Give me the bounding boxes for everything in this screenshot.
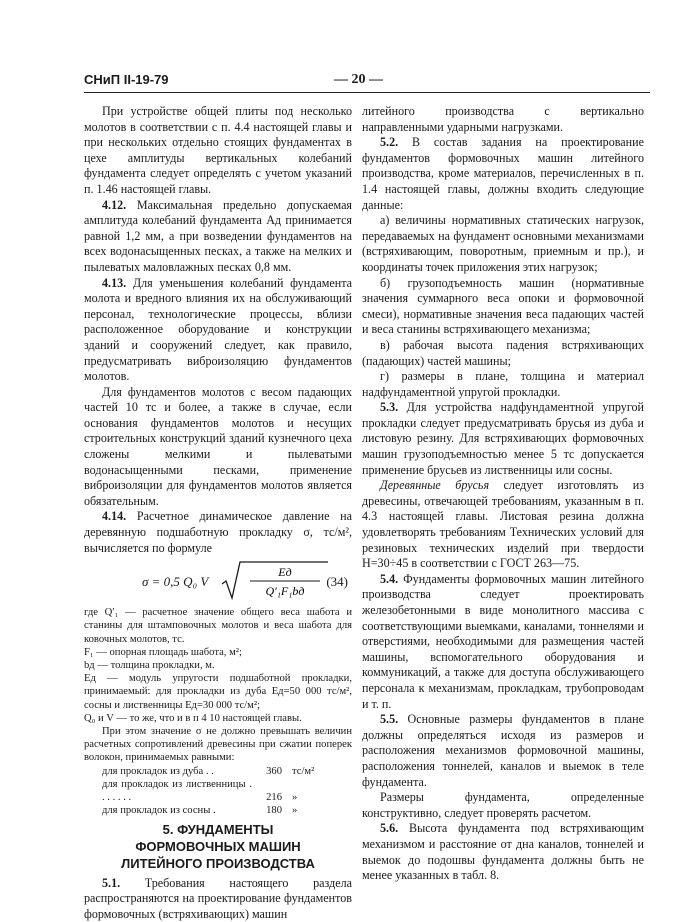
definition-f1: F₁ — опорная площадь шабота, м²; — [84, 646, 242, 658]
clause-4-14 — [84, 509, 352, 556]
list-item-a: а) величины нормативных статических нагрузок, передаваемых на фундамент основными механизмами (встряхивающим, поворотным, приемным и пр.), и координаты точек приложения этих нагрузок; — [362, 213, 644, 274]
clause-text: Расчетное динамическое давление на деревянную подшаботную прокладку σ, тс/м², вычисляется по формуле — [84, 509, 352, 555]
clause-text: В состав задания на проектирование фундаментов формовочных машин литейного производства, кроме материалов, перечисленных в п. 1.4 настоящей главы, должны входить следующие данные: — [362, 135, 644, 212]
clause-text: Основные размеры фундаментов в плане должны определяться исходя из размеров и расположения механизмов формовочной машины, расположения тоннелей, каналов и выемок в теле фундамента. — [362, 712, 645, 789]
formula-denominator: Q′₁F₁bд — [265, 584, 305, 599]
clause-text: Высота фундамента под встряхивающим механизмом и расстояние от дна каналов, тоннелей и выемок до подошвы фундамента должны быть не менее указанных в табл. 8. — [362, 821, 644, 883]
clause-text: Для устройства надфундаментной упругой прокладки следует предусматривать брусья из дуба и листовую резину. Для встряхивающих формовочных машин грузоподъемностью менее 5 тс допускается применение брусьев из лиственницы или сосны. — [362, 400, 644, 477]
clause-number: 5.6. — [380, 821, 399, 836]
row-label: для прокладок из лиственницы . . . . . . . — [102, 778, 252, 803]
paragraph-slab: При устройстве общей плиты под несколько молотов в соответствии с п. 4.4 настоящей главы и при нескольких отдельно стоящих фундаментах в цехе амплитуды вертикальных колебаний фундамента следует определять с учетом указаний п. 1.46 настоящей главы. — [84, 104, 352, 196]
list-item-g: г) размеры в плане, толщина и материал надфундаментной упругой прокладки. — [362, 369, 644, 399]
row-value: 216 — [266, 791, 282, 803]
section-title-line: ЛИТЕЙНОГО ПРОИЗВОДСТВА — [121, 855, 315, 871]
table-row — [102, 778, 318, 804]
clause-5-3 — [362, 400, 644, 478]
clause-number: 5.4. — [380, 571, 399, 586]
emphasis-wood-beams: Деревянные брусья — [380, 478, 490, 493]
page-number: — 20 — — [334, 72, 383, 87]
radical-sign — [220, 560, 330, 602]
clause-text: Для уменьшения колебаний фундамента молота и вредного влияния их на обслуживающий персонал, технологические процессы, вблизи расположенное оборудование и конструкции зданий и сооружений следует, как правило, предусматривать виброизоляцию фундаментов молотов. — [84, 275, 353, 384]
paragraph-text: следует изготовлять из древесины, отвечающей требованиям, указанным в п. 4.3 настоящей главы. Листовая резина должна удовлетворять требованиям Технических условий для резиновых технических изделий при твердости H=30÷45 в соответствии с ГОСТ 263—75. — [362, 478, 644, 571]
definition-ed: Eд — модуль упругости подшаботной прокладки, принимаемый: для прокладки из дуба Eд=50 000 тс/м², сосны и лиственницы Eд=30 000 тс/м²; — [84, 673, 352, 711]
section-title — [84, 821, 352, 872]
table-row — [102, 804, 318, 817]
section-title-line: 5. ФУНДАМЕНТЫ — [162, 821, 274, 837]
row-unit: » — [292, 804, 298, 816]
clause-5-1-continued: литейного производства с вертикально направленными ударными нагрузками. — [362, 104, 644, 134]
paragraph-vibroisolation: Для фундаментов молотов с весом падающих частей 10 тс и более, а также в случае, если основания фундаментов молотов и несущих строительных конструкций зданий кузнечного цеха сложены мелкими и пылеватыми водонасыщенными песками, применение виброизоляции для фундаментов молотов является обязательным. — [84, 384, 352, 508]
clause-5-5 — [362, 712, 644, 790]
clause-number: 5.1. — [102, 875, 121, 890]
paragraph-sizes: Размеры фундамента, определенные конструктивно, следует проверять расчетом. — [362, 790, 644, 820]
document-code: СНиП II-19-79 — [84, 72, 169, 87]
row-label: для прокладок из сосны . — [102, 804, 216, 816]
row-value: 360 — [266, 765, 282, 777]
clause-number: 5.5. — [380, 712, 399, 727]
formula-34 — [84, 560, 352, 602]
formula-numerator: Eд — [278, 565, 292, 580]
left-column — [84, 104, 352, 922]
row-unit: » — [292, 791, 298, 803]
page-header — [84, 72, 650, 94]
section-title-line: ФОРМОВОЧНЫХ МАШИН — [135, 838, 301, 854]
clause-number: 4.12. — [102, 197, 127, 212]
clause-text: Фундаменты формовочных машин литейного производства следует проектировать железобетонными в виде монолитного массива с соответствующими выемками, каналами, тоннелями и отверстиями, необходимыми для размещения частей машины, вспомогательного оборудования и коммуникаций, а также для доступа обслуживающего персонала к механизмам, прокладкам, трубопроводам и т. п. — [362, 571, 645, 711]
note-resistance: При этом значение σ не должно превышать величин расчетных сопротивлений древесины при сжатии поперек волокон, принимаемых равными: — [84, 726, 352, 764]
clause-5-6 — [362, 821, 644, 883]
clause-4-13 — [84, 276, 352, 385]
clause-5-4 — [362, 572, 644, 712]
list-item-v: в) рабочая высота падения встряхивающих (падающих) частей машины; — [362, 337, 644, 368]
row-value: 180 — [266, 804, 282, 816]
clause-text: Требования настоящего раздела распространяются на проектирование фундаментов формовочных (встряхивающих) машин — [84, 875, 352, 921]
row-label: для прокладок из дуба . . — [102, 765, 214, 777]
formula-number: (34) — [326, 574, 348, 590]
symbol-definitions — [84, 606, 352, 764]
clause-number: 4.13. — [102, 275, 127, 290]
definition-q0-v: Q₀ и V — то же, что и в п 4 10 настоящей главы. — [84, 712, 302, 724]
clause-5-1 — [84, 876, 352, 922]
formula-lhs: σ = 0,5 Q₀ V — [142, 574, 209, 590]
paragraph-wood-beams — [362, 478, 644, 572]
list-item-b: б) грузоподъемность машин (нормативные значения суммарного веса опоки и формовочной смеси), нормативные значения веса падающих частей и веса станины встряхивающего механизма; — [362, 275, 644, 337]
header-rule — [84, 92, 650, 93]
clause-text: Максимальная предельно допускаемая амплитуда колебаний фундамента Aд принимается равной 1,2 мм, а при возведении фундаментов на всех водонасыщенных песках, а также на мелких и пылеватых маловлажных песках 0,8 мм. — [84, 197, 352, 274]
clause-number: 5.2. — [380, 135, 399, 150]
clause-number: 4.14. — [102, 509, 127, 524]
definition-bd: bд — толщина прокладки, м. — [84, 660, 215, 672]
clause-4-12 — [84, 198, 352, 276]
right-column — [362, 104, 644, 884]
clause-number: 5.3. — [380, 400, 399, 415]
table-row — [102, 765, 318, 778]
row-unit: тс/м² — [292, 765, 315, 777]
resistance-table — [102, 765, 318, 817]
clause-5-2 — [362, 135, 644, 213]
definition-q1: где Q′₁ — расчетное значение общего веса шабота и станины для штамповочных молотов и веса шабота для ковочных молотов, тс. — [84, 607, 352, 645]
